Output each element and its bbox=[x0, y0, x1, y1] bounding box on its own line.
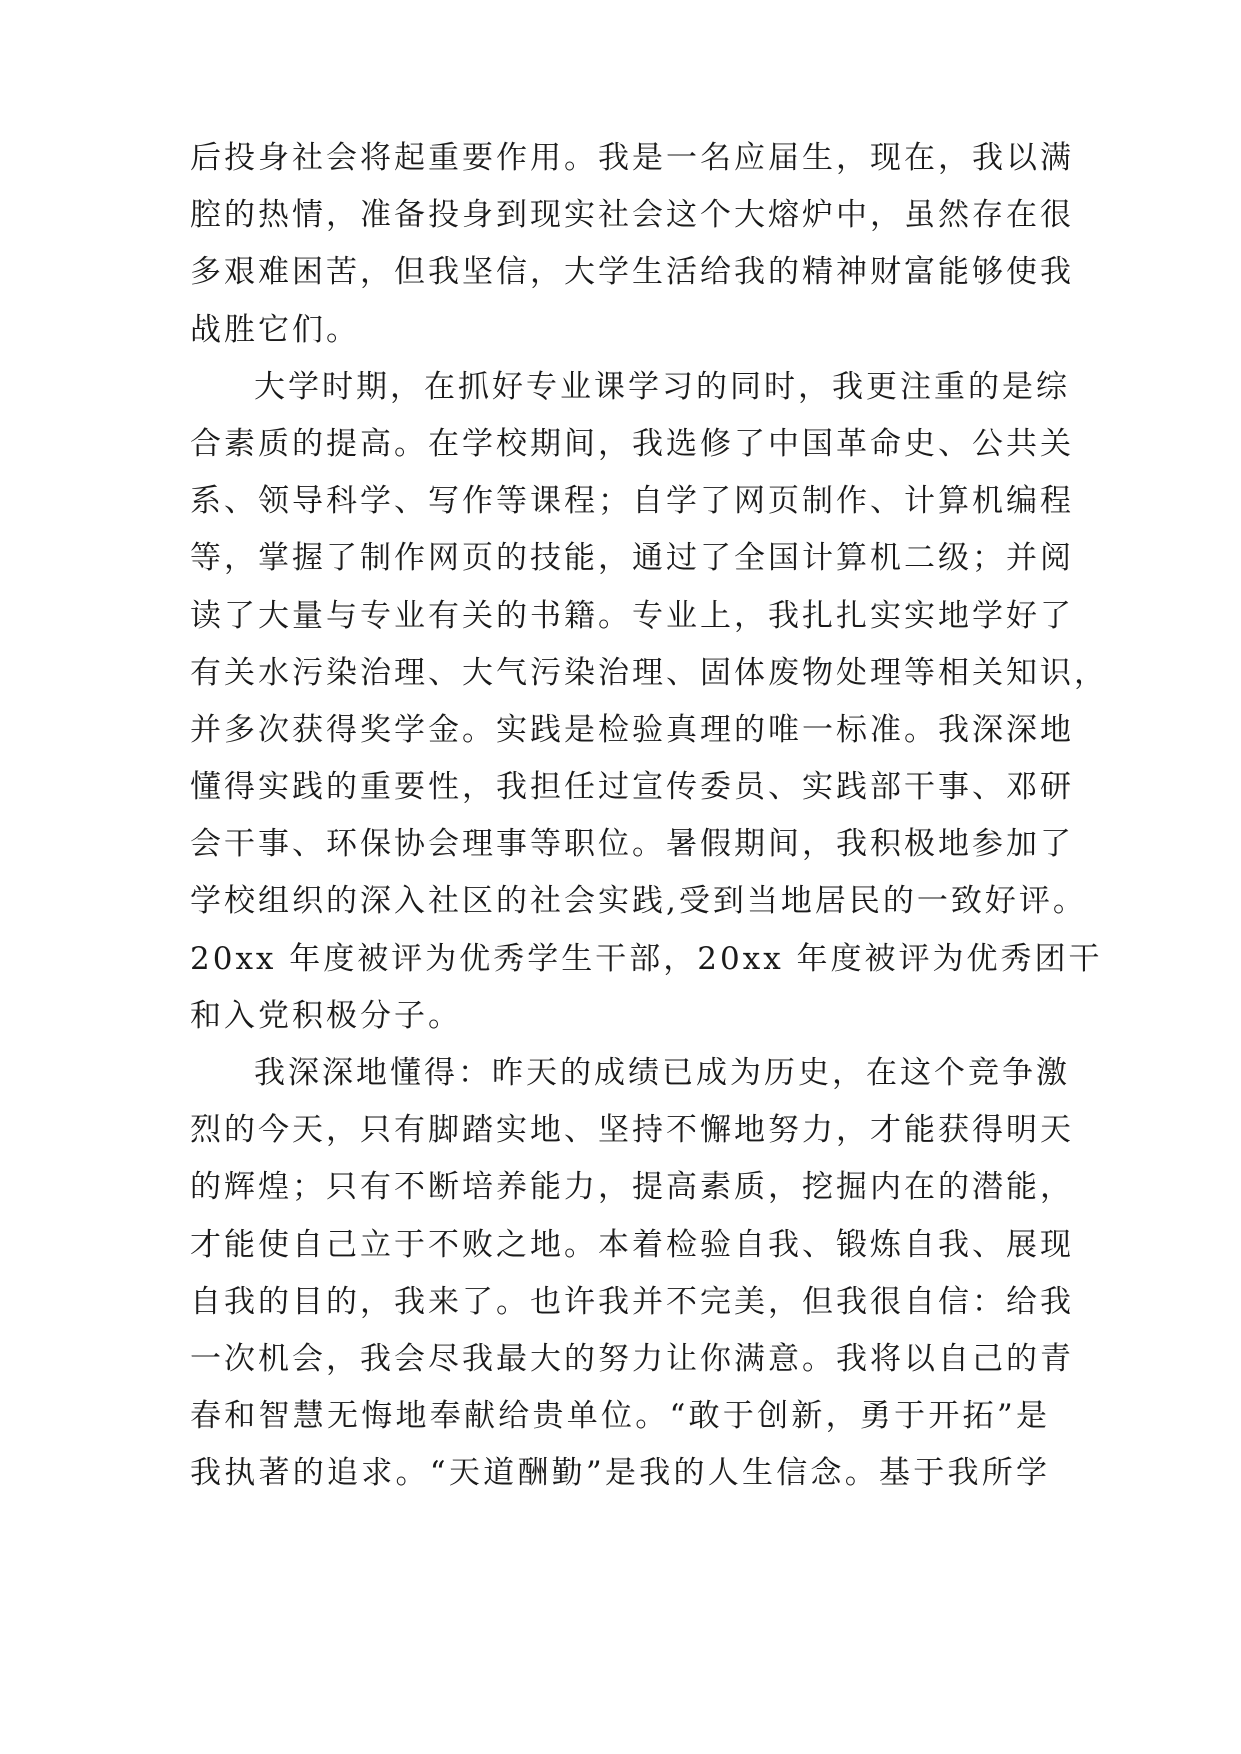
text-line: 才能使自己立于不败之地。本着检验自我、锻炼自我、展现 bbox=[190, 1226, 1074, 1263]
paragraph-2 bbox=[190, 359, 1108, 1045]
text-line: 自我的目的，我来了。也许我并不完美，但我很自信：给我 bbox=[190, 1283, 1074, 1320]
text-line: 我执著的追求。“天道酬勤”是我的人生信念。基于我所学 bbox=[190, 1455, 1050, 1492]
paragraph-3 bbox=[190, 1045, 1074, 1503]
text-line: 读了大量与专业有关的书籍。专业上，我扎扎实实地学好了 bbox=[190, 597, 1074, 634]
text-line: 大学时期，在抓好专业课学习的同时，我更注重的是综 bbox=[254, 368, 1070, 405]
text-line: 和入党积极分子。 bbox=[190, 997, 462, 1034]
text-line: 我深深地懂得：昨天的成绩已成为历史，在这个竞争激 bbox=[254, 1055, 1070, 1091]
text-line: 战胜它们。 bbox=[190, 311, 360, 348]
text-line: 有关水污染治理、大气污染治理、固体废物处理等相关知识， bbox=[190, 654, 1108, 691]
text-line: 烈的今天，只有脚踏实地、坚持不懈地努力，才能获得明天 bbox=[190, 1112, 1074, 1149]
text-line: 并多次获得奖学金。实践是检验真理的唯一标准。我深深地 bbox=[190, 711, 1074, 748]
document-body bbox=[190, 130, 1108, 1503]
text-line: 腔的热情，准备投身到现实社会这个大熔炉中，虽然存在很 bbox=[190, 197, 1074, 234]
text-line: 20xx 年度被评为优秀学生干部，20xx 年度被评为优秀团干 bbox=[190, 940, 1103, 977]
text-line: 系、领导科学、写作等课程；自学了网页制作、计算机编程 bbox=[190, 483, 1074, 520]
text-line: 懂得实践的重要性，我担任过宣传委员、实践部干事、邓研 bbox=[190, 769, 1074, 806]
text-line: 的辉煌；只有不断培养能力，提高素质，挖掘内在的潜能， bbox=[190, 1169, 1074, 1206]
text-line: 春和智慧无悔地奉献给贵单位。“敢于创新，勇于开拓”是 bbox=[190, 1398, 1050, 1435]
text-line: 会干事、环保协会理事等职位。暑假期间，我积极地参加了 bbox=[190, 826, 1074, 863]
text-line: 多艰难困苦，但我坚信，大学生活给我的精神财富能够使我 bbox=[190, 254, 1074, 291]
paragraph-1 bbox=[190, 130, 1074, 359]
text-line: 学校组织的深入社区的社会实践,受到当地居民的一致好评。 bbox=[190, 883, 1087, 920]
text-line: 等，掌握了制作网页的技能，通过了全国计算机二级；并阅 bbox=[190, 540, 1074, 577]
text-line: 后投身社会将起重要作用。我是一名应届生，现在，我以满 bbox=[190, 140, 1074, 176]
text-line: 合素质的提高。在学校期间，我选修了中国革命史、公共关 bbox=[190, 425, 1074, 462]
text-line: 一次机会，我会尽我最大的努力让你满意。我将以自己的青 bbox=[190, 1340, 1074, 1377]
